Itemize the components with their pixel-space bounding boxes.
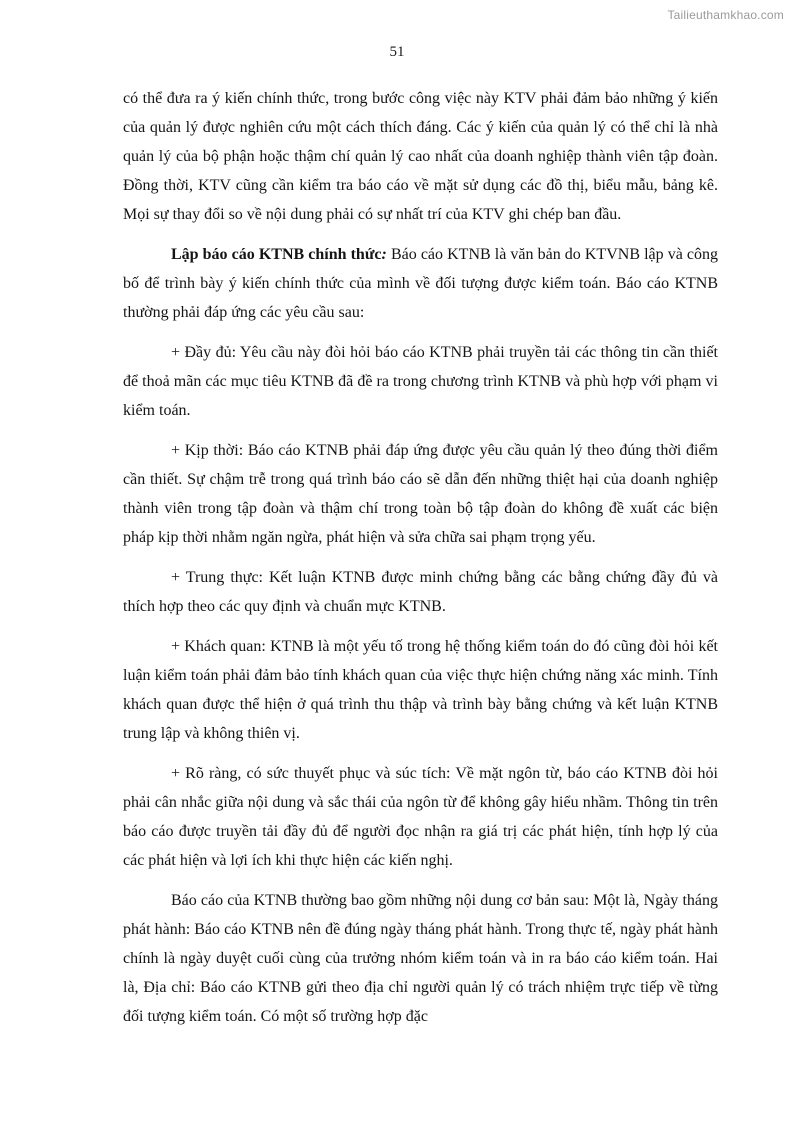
paragraph	[123, 886, 718, 1031]
paragraph	[123, 240, 718, 327]
text-segment: có thể đưa ra ý kiến chính thức, trong bước công việc này KTV phải đảm bảo những ý kiến của quản lý được nghiên cứu một cách thích đáng. Các ý kiến của quản lý có thể chỉ là nhà quản lý của bộ phận hoặc thậm chí quản lý cao nhất của doanh nghiệp thành viên tập đoàn. Đồng thời, KTV cũng cần kiểm tra báo cáo về mặt sử dụng các đồ thị, biểu mẫu, bảng kê. Mọi sự thay đổi so về nội dung phải có sự nhất trí của KTV ghi chép ban đầu.	[123, 90, 718, 223]
text-segment: Báo cáo KTNB là văn bản do KTVNB lập và công bố để trình bày ý kiến chính thức của mình về đối tượng được kiểm toán. Báo cáo KTNB thường phải đáp ứng các yêu cầu sau:	[123, 246, 719, 321]
text-segment: Báo cáo của KTNB thường bao gồm những nội dung cơ bản sau: Một là, Ngày tháng phát hành: Báo cáo KTNB nên đề đúng ngày tháng phát hành. Trong thực tế, ngày phát hành chính là ngày duyệt cuối cùng của trưởng nhóm kiểm toán và in ra báo cáo kiểm toán. Hai là, Địa chỉ: Báo cáo KTNB gửi theo địa chỉ người quản lý có trách nhiệm trực tiếp về từng đối tượng kiểm toán. Có một số trường hợp đặc	[123, 892, 718, 1025]
paragraph	[123, 563, 718, 621]
watermark-text: Tailieuthamkhao.com	[667, 8, 784, 22]
text-segment: + Trung thực: Kết luận KTNB được minh chứng bằng các bằng chứng đầy đủ và thích hợp theo các quy định và chuẩn mực KTNB.	[123, 569, 718, 615]
text-segment: + Đầy đủ: Yêu cầu này đòi hỏi báo cáo KTNB phải truyền tải các thông tin cần thiết để thoả mãn các mục tiêu KTNB đã đề ra trong chương trình KTNB và phù hợp với phạm vi kiểm toán.	[123, 344, 718, 419]
paragraph	[123, 338, 718, 425]
page-number: 51	[389, 44, 405, 60]
paragraph	[123, 436, 718, 552]
text-segment: Lập báo cáo KTNB chính thức	[171, 246, 382, 263]
paragraph	[123, 759, 718, 875]
text-segment: :	[381, 246, 387, 263]
text-segment: + Kịp thời: Báo cáo KTNB phải đáp ứng được yêu cầu quản lý theo đúng thời điểm cần thiết. Sự chậm trễ trong quá trình báo cáo sẽ dẫn đến những thiệt hại của doanh nghiệp thành viên trong tập đoàn và thậm chí trong toàn bộ tập đoàn do không đề xuất các biện pháp kịp thời nhằm ngăn ngừa, phát hiện và sửa chữa sai phạm trọng yếu.	[123, 442, 718, 546]
paragraph	[123, 632, 718, 748]
text-segment: + Rõ ràng, có sức thuyết phục và súc tích: Về mặt ngôn từ, báo cáo KTNB đòi hỏi phải cân nhắc giữa nội dung và sắc thái của ngôn từ để không gây hiểu nhầm. Thông tin trên báo cáo được truyền tải đầy đủ để người đọc nhận ra giá trị các phát hiện, tính hợp lý của các phát hiện và lợi ích khi thực hiện các kiến nghị.	[123, 765, 718, 869]
text-segment: + Khách quan: KTNB là một yếu tố trong hệ thống kiểm toán do đó cũng đòi hỏi kết luận kiểm toán phải đảm bảo tính khách quan của việc thực hiện chứng năng xác minh. Tính khách quan được thể hiện ở quá trình thu thập và trình bày bằng chứng và kết luận KTNB trung lập và không thiên vị.	[123, 638, 718, 742]
paragraph	[123, 84, 718, 229]
document-body	[123, 84, 718, 1042]
